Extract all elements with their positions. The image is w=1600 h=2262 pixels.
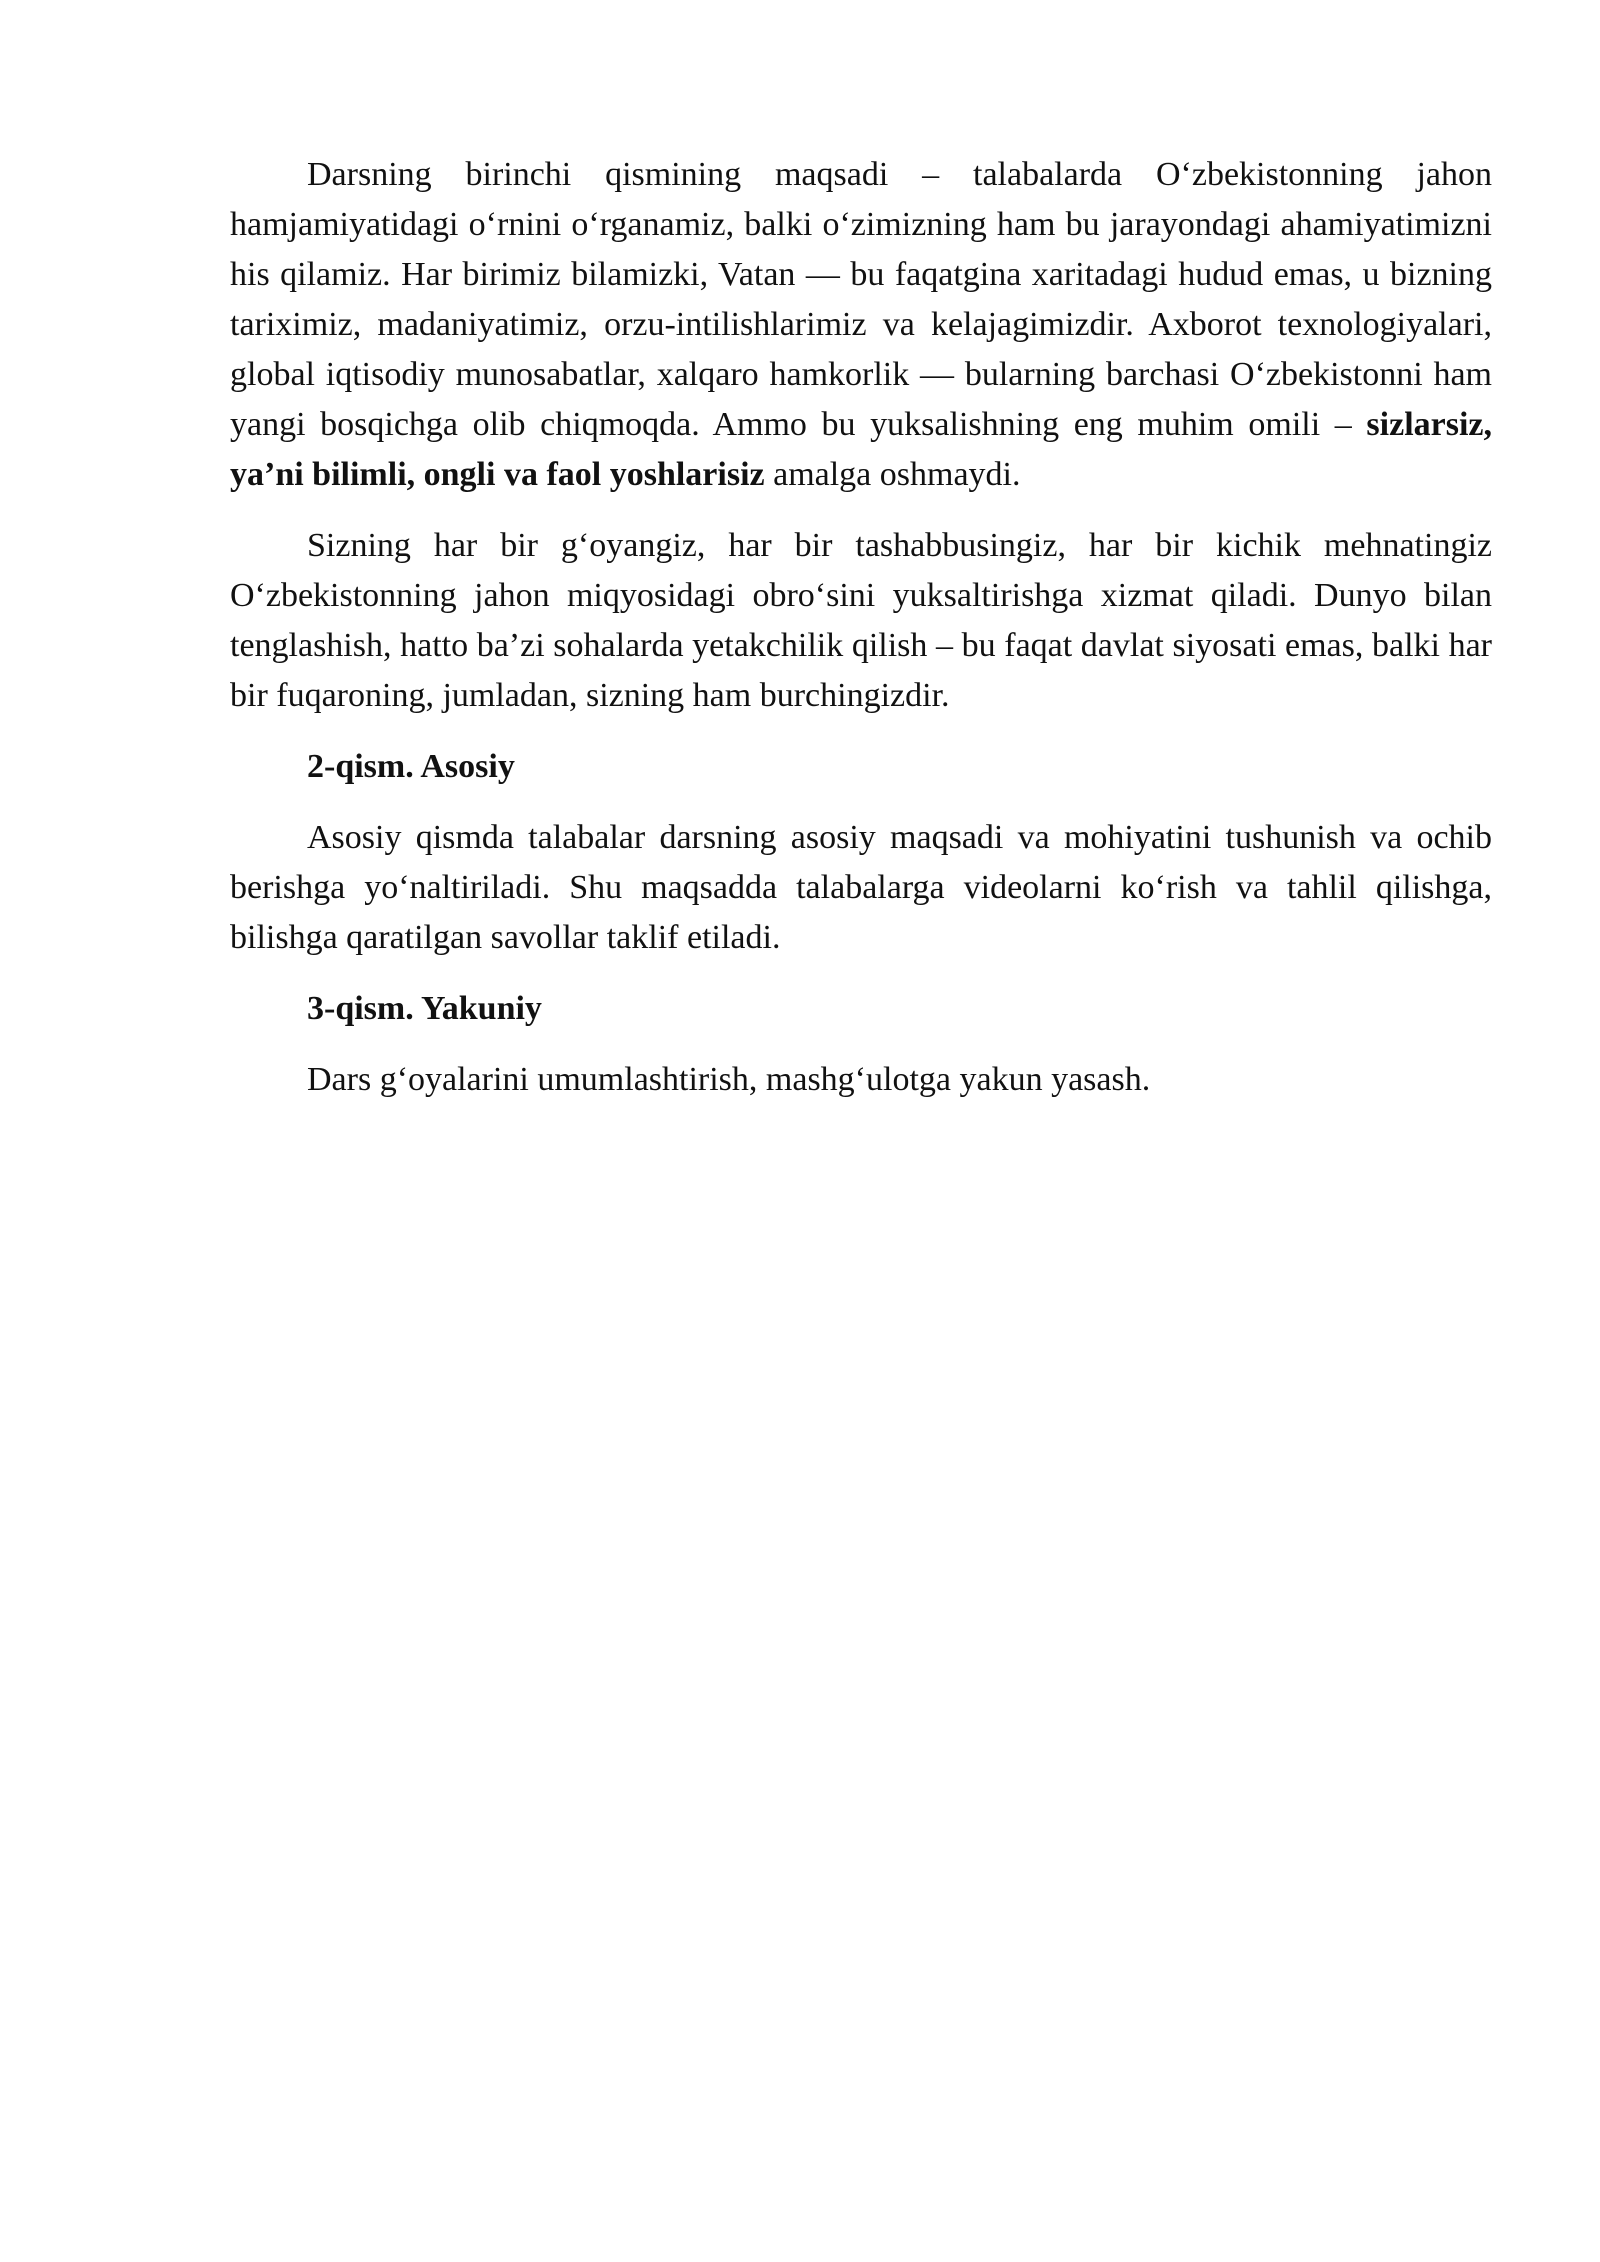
section-heading-asosiy: 2-qism. Asosiy	[307, 748, 515, 785]
section-heading-yakuniy: 3-qism. Yakuniy	[307, 990, 542, 1027]
asosiy-paragraph: Asosiy qismda talabalar darsning asosiy maqsadi va mohiyatini tushunish va ochib berishga yo‘naltiriladi. Shu maqsadda talabalarga videolarni ko‘rish va tahlil qilishga, bilishga qaratilgan savollar taklif etiladi.	[230, 819, 1492, 956]
intro-text: Darsning birinchi qismining maqsadi – talabalarda O‘zbekistonning jahon hamjamiyatidagi o‘rnini o‘rganamiz, balki o‘zimizning ham bu jarayondagi ahamiyatimizni his qilamiz. Har birimiz bilamizki, Vatan — bu faqatgina xaritadagi hudud emas, u bizning tariximiz, madaniyatimiz, orzu-intilishlarimiz va kelajagimizdir. Axborot texnologiyalari, global iqtisodiy munosabatlar, xalqaro hamkorlik — bularning barchasi O‘zbekistonni ham yangi bosqichga olib chiqmoqda. Ammo bu yuksalishning eng muhim omili –	[230, 156, 1492, 443]
intro-paragraph	[230, 150, 1492, 500]
second-paragraph: Sizning har bir g‘oyangiz, har bir tashabbusingiz, har bir kichik mehnatingiz O‘zbekistonning jahon miqyosidagi obro‘sini yuksaltirishga xizmat qiladi. Dunyo bilan tenglashish, hatto ba’zi sohalarda yetakchilik qilish – bu faqat davlat siyosati emas, balki har bir fuqaroning, jumladan, sizning ham burchingizdir.	[230, 527, 1492, 714]
intro-bold-phrase: sizlarsiz, ya’ni bilimli, ongli va faol yoshlarisiz	[230, 406, 1492, 493]
yakuniy-paragraph: Dars g‘oyalarini umumlashtirish, mashg‘ulotga yakun yasash.	[307, 1061, 1151, 1098]
document-page	[230, 150, 1492, 1126]
intro-text-end: amalga oshmaydi.	[764, 456, 1021, 493]
